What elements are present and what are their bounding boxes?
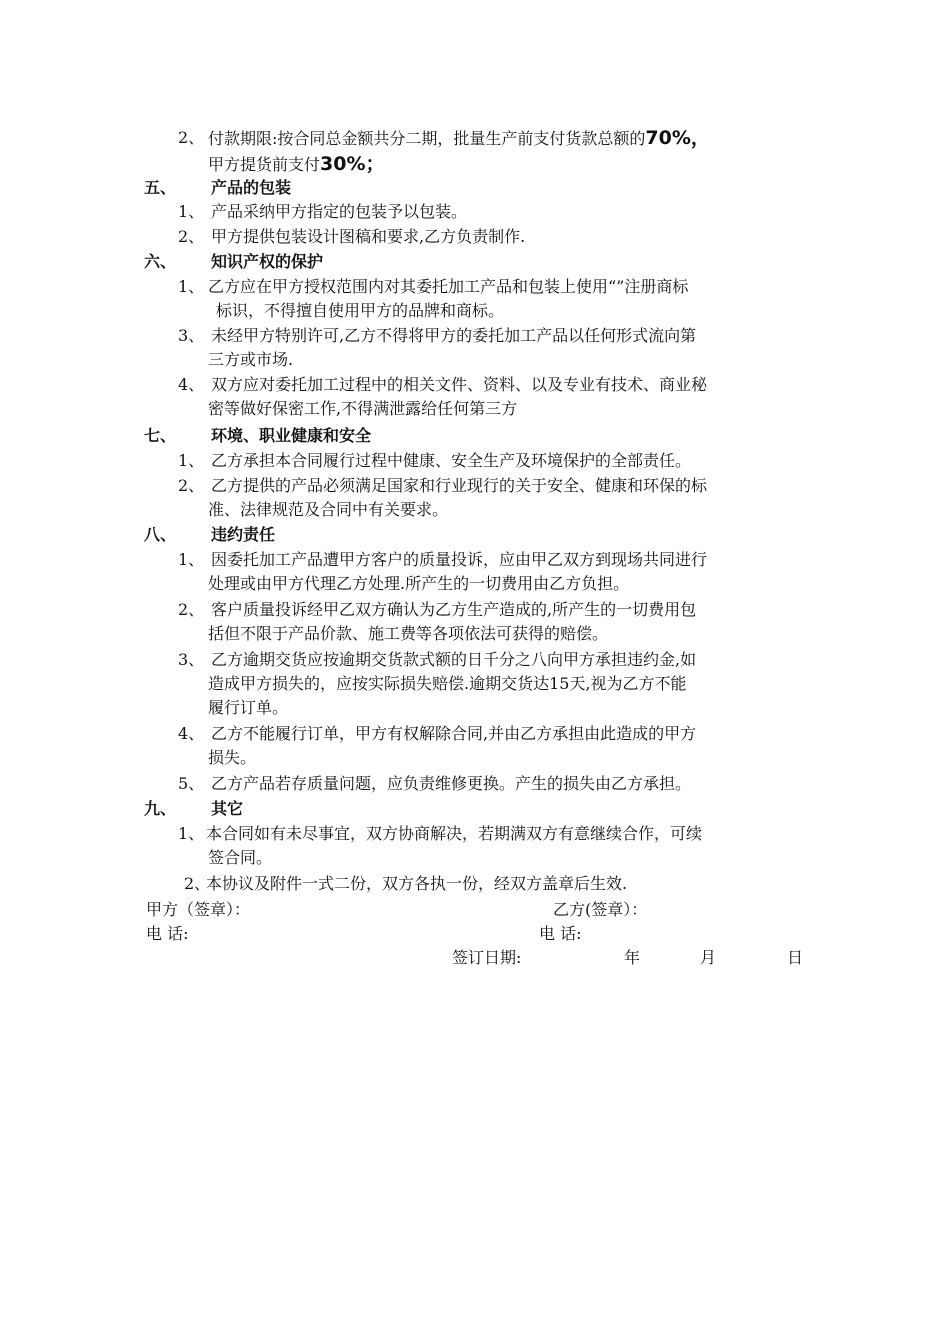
item-text: 未经甲方特别许可,乙方不得将甲方的委托加工产品以任何形式流向第 (211, 326, 697, 345)
item-number: 1、 (178, 277, 205, 296)
section-title: 知识产权的保护 (211, 252, 324, 271)
item-number: 1、 (178, 451, 205, 470)
item-text: 乙方提供的产品必须满足国家和行业现行的关于安全、健康和环保的标 (211, 476, 708, 495)
payment-term-text-2: 甲方提货前支付 (208, 155, 321, 174)
item-number: 1、 (178, 824, 205, 843)
item-number: 2、 (178, 600, 205, 619)
party-a-signature-label: 甲方（签章）： (146, 900, 251, 919)
item-text-cont: 标识，不得擅自使用甲方的品牌和商标。 (216, 301, 505, 320)
section-title: 其它 (211, 799, 244, 818)
payment-term-line (208, 126, 710, 151)
item-text: 甲方提供包装设计图稿和要求,乙方负责制作. (211, 227, 526, 246)
item-text-cont: 处理或由甲方代理乙方处理.所产生的一切费用由乙方负担。 (208, 574, 630, 593)
section-title: 环境、职业健康和安全 (211, 426, 372, 445)
item-number: 4、 (178, 724, 205, 743)
item-text: 双方应对委托加工过程中的相关文件、资料、以及专业有技术、商业秘 (211, 375, 708, 394)
item-number: 2、 (178, 128, 205, 147)
date-month-label: 月 (700, 948, 717, 967)
item-text: 乙方产品若存质量问题，应负责维修更换。产生的损失由乙方承担。 (211, 774, 692, 793)
item-text-cont: 三方或市场. (208, 350, 294, 369)
party-a-phone-label: 电 话: (146, 924, 189, 943)
item-text: 本协议及附件一式二份，双方各执一份，经双方盖章后生效. (206, 874, 628, 893)
item-text: 乙方不能履行订单，甲方有权解除合同,并由乙方承担由此造成的甲方 (211, 724, 697, 743)
item-number: 1、 (178, 550, 205, 569)
section-number: 八、 (144, 525, 177, 544)
item-text: 乙方应在甲方授权范围内对其委托加工产品和包装上使用“”注册商标 (208, 277, 689, 296)
item-text: 客户质量投诉经甲乙双方确认为乙方生产造成的,所产生的一切费用包 (211, 600, 697, 619)
item-number: 2、 (178, 227, 205, 246)
item-number: 5、 (178, 774, 205, 793)
section-number: 九、 (144, 799, 177, 818)
item-number: 2、 (178, 476, 205, 495)
item-text: 乙方承担本合同履行过程中健康、安全生产及环境保护的全部责任。 (211, 451, 692, 470)
item-text-cont: 造成甲方损失的，应按实际损失赔偿.逾期交货达15天,视为乙方不能 (208, 674, 687, 693)
item-number: 4、 (178, 375, 205, 394)
item-text: 因委托加工产品遭甲方客户的质量投诉，应由甲乙双方到现场共同进行 (211, 550, 708, 569)
party-b-signature-label: 乙方(签章）： (553, 900, 648, 919)
item-number: 1、 (178, 202, 205, 221)
item-number: 3、 (178, 326, 205, 345)
payment-term-line-2 (208, 152, 385, 177)
item-text-cont: 签合同。 (208, 848, 273, 867)
item-text-cont: 括但不限于产品价款、施工费等各项依法可获得的赔偿。 (208, 624, 609, 643)
item-number: 3、 (178, 650, 205, 669)
item-text-cont: 履行订单。 (208, 698, 289, 717)
item-number: 2、 (184, 874, 211, 893)
party-b-phone-label: 电 话: (539, 924, 582, 943)
section-title: 违约责任 (211, 525, 276, 544)
date-year-label: 年 (624, 948, 641, 967)
payment-percent-2: 30%； (320, 153, 385, 175)
section-number: 六、 (144, 252, 177, 271)
item-text: 本合同如有未尽事宜，双方协商解决，若期满双方有意继续合作，可续 (206, 824, 703, 843)
section-number: 七、 (144, 426, 177, 445)
payment-term-text: 付款期限:按合同总金额共分二期，批量生产前支付货款总额的 (208, 129, 646, 148)
item-text-cont: 准、法律规范及合同中有关要求。 (208, 500, 449, 519)
item-text: 乙方逾期交货应按逾期交货款式额的日千分之八向甲方承担违约金,如 (211, 650, 697, 669)
item-text-cont: 密等做好保密工作,不得满泄露给任何第三方 (208, 399, 518, 418)
date-day-label: 日 (787, 948, 804, 967)
item-text-cont: 损失。 (208, 748, 257, 767)
item-text: 产品采纳甲方指定的包装予以包装。 (211, 202, 468, 221)
section-title: 产品的包装 (211, 178, 292, 197)
signing-date-label: 签订日期: (452, 948, 522, 967)
payment-percent-1: 70%， (645, 127, 710, 149)
section-number: 五、 (144, 178, 177, 197)
